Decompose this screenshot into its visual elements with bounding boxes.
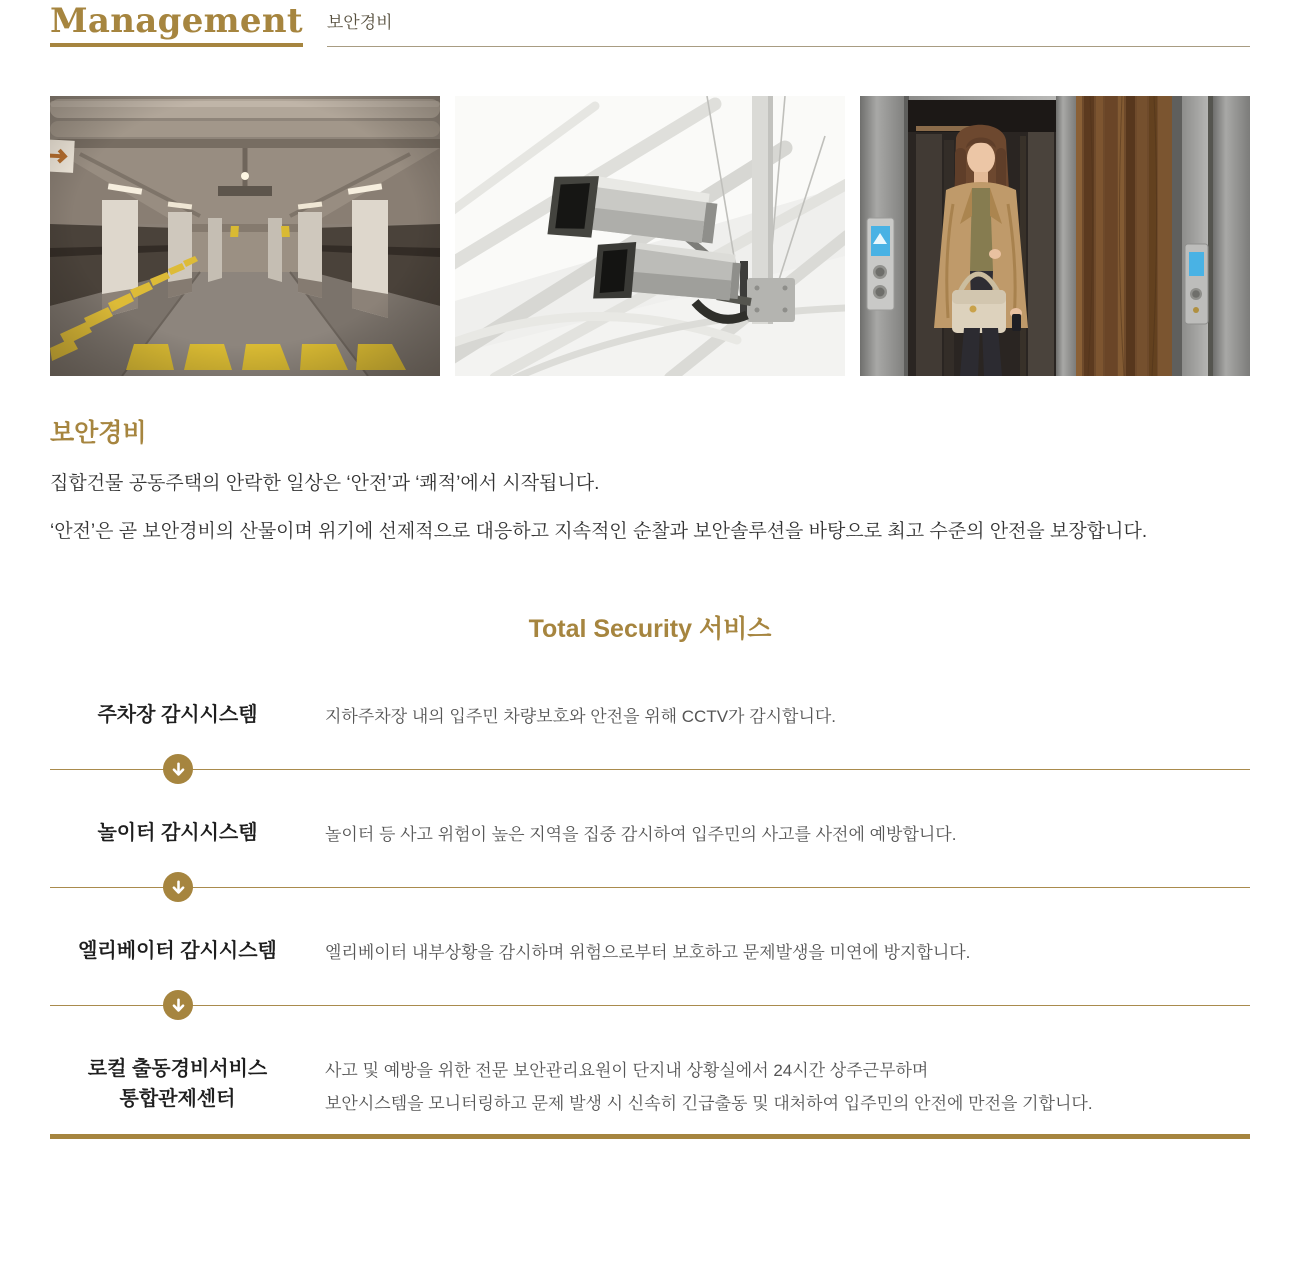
service-row [50,700,1250,733]
service-label [50,700,305,730]
down-arrow-glyph [170,761,187,778]
service-label-line: 통합관제센터 [119,1088,236,1110]
service-separator [50,887,1250,888]
service-row [50,818,1250,851]
service-description [325,936,1250,969]
bottom-rule [50,1134,1250,1139]
page-header [50,0,1250,47]
service-description-line: 엘리베이터 내부상황을 감시하며 위험으로부터 보호하고 문제발생을 미연에 방지합니다. [325,943,971,962]
service-description [325,1054,1250,1120]
service-description [325,700,1250,733]
service-separator [50,1005,1250,1006]
service-description [325,818,1250,851]
service-label-line: 로컬 출동경비서비스 [87,1058,268,1080]
parking-garage-photo [50,96,440,376]
breadcrumb-current: 보안경비 [326,13,393,32]
page-title: Management [50,2,303,47]
service-label [50,936,305,966]
cctv-photo [455,96,845,376]
down-arrow-glyph [170,879,187,896]
intro-paragraph-2: ‘안전’은 곧 보안경비의 산물이며 위기에 선제적으로 대응하고 지속적인 순찰과 보안솔루션을 바탕으로 최고 수준의 안전을 보장합니다. [50,521,1148,542]
intro-paragraph-1: 집합건물 공동주택의 안락한 일상은 ‘안전’과 ‘쾌적’에서 시작됩니다. [50,473,600,494]
service-label-line: 주차장 감시시스템 [97,704,258,726]
elevator-illustration [860,96,1250,376]
header-rule [327,46,1250,47]
parking-garage-illustration [50,96,440,376]
down-arrow-icon [163,990,193,1020]
section-title: 보안경비 [50,419,147,447]
service-separator [50,769,1250,770]
down-arrow-icon [163,754,193,784]
services-list [50,700,1250,1120]
service-label [50,818,305,848]
photo-row [50,96,1250,376]
service-label-line: 놀이터 감시시스템 [97,822,258,844]
intro-section [50,418,1250,544]
cctv-illustration [455,96,845,376]
service-description-line: 사고 및 예방을 위한 전문 보안관리요원이 단지내 상황실에서 24시간 상주근무하며 [325,1061,929,1080]
service-description-line: 지하주차장 내의 입주민 차량보호와 안전을 위해 CCTV가 감시합니다. [325,707,837,726]
service-label-line: 엘리베이터 감시시스템 [78,940,277,962]
header-right [327,2,1250,47]
service-label [50,1054,305,1114]
down-arrow-icon [163,872,193,902]
service-row [50,936,1250,969]
service-row [50,1054,1250,1120]
services-heading: Total Security 서비스 [528,615,772,643]
service-description-line: 놀이터 등 사고 위험이 높은 지역을 집중 감시하여 입주민의 사고를 사전에 예방합니다. [325,825,957,844]
service-description-line: 보안시스템을 모니터링하고 문제 발생 시 신속히 긴급출동 및 대처하여 입주민의 안전에 만전을 기합니다. [325,1094,1093,1113]
down-arrow-glyph [170,997,187,1014]
elevator-photo [860,96,1250,376]
